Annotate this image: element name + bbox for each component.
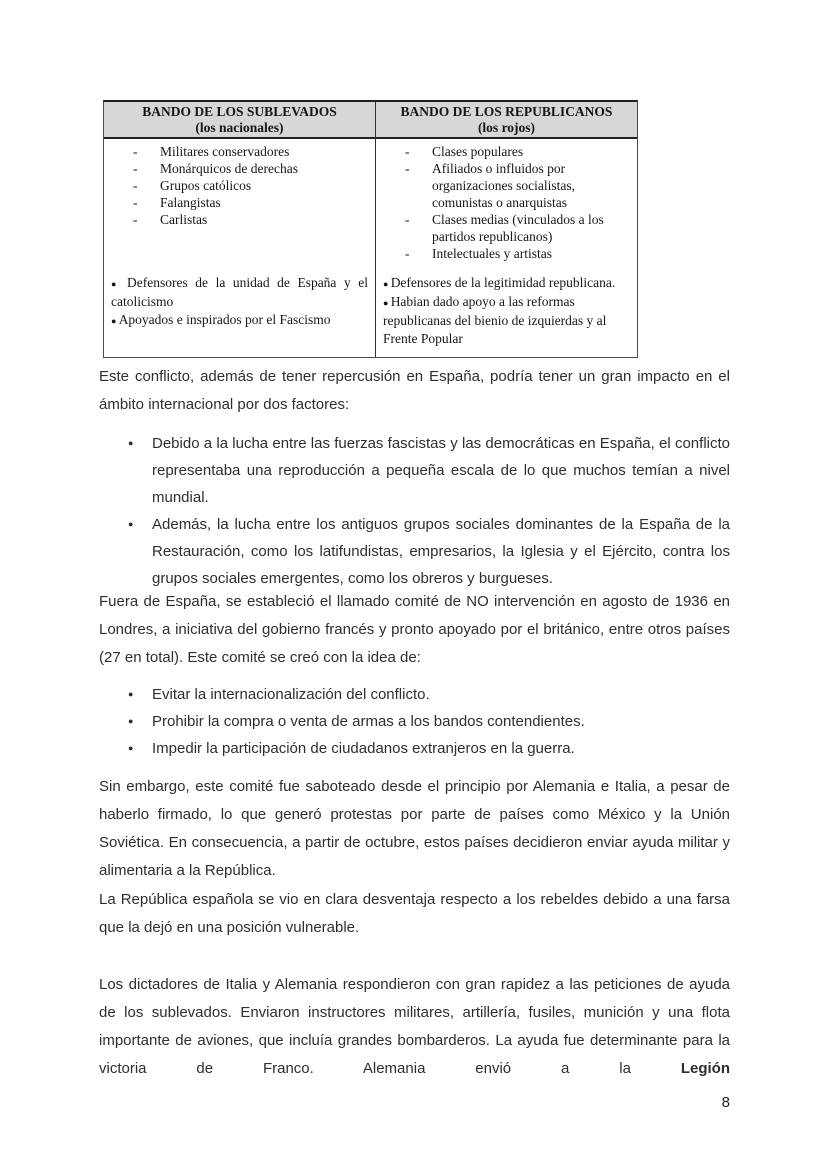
members-list — [104, 139, 375, 274]
bullet-item: ● Impedir la participación de ciudadanos extranjeros en la guerra. — [99, 735, 730, 762]
bullet-item: ● Prohibir la compra o venta de armas a los bandos contendientes. — [99, 708, 730, 735]
bullet-list-factors — [99, 430, 730, 592]
member-item: - Grupos católicos — [104, 177, 375, 194]
paragraph-text: Los dictadores de Italia y Alemania respondieron con gran rapidez a las peticiones de ayuda de los sublevados. Enviaron instructores militares, artillería, fusiles, munición y una flota importante de aviones, que incluía grandes bombarderos. La ayuda fue determinante para la victoria de Franco. Alemania envió a la — [99, 976, 730, 1077]
bullet-item: ● Debido a la lucha entre las fuerzas fascistas y las democráticas en España, el conflicto representaba una reproducción a pequeña escala de lo que muchos temían a nivel mundial. — [99, 430, 730, 511]
note-item: ● Defensores de la unidad de España y el catolicismo — [111, 274, 368, 311]
paragraph-committee-sabotage: Sin embargo, este comité fue saboteado desde el principio por Alemania e Italia, a pesar de haberlo firmado, lo que generó protestas por parte de países como México y la Unión Soviética. En consecuencia, a partir de octubre, estos países decidieron enviar ayuda militar y alimentaria a la República. — [99, 778, 730, 879]
factions-comparison-table — [103, 100, 638, 358]
bullet-item: ● Además, la lucha entre los antiguos grupos sociales dominantes de la España de la Restauración, como los latifundistas, empresarios, la Iglesia y el Ejército, contra los grupos sociales emergentes, como los obreros y burgueses. — [99, 511, 730, 592]
paragraph-dictators-aid — [99, 971, 730, 1083]
table-header-subtitle: (los rojos) — [477, 120, 536, 135]
paragraph-conflict-impact: Este conflicto, además de tener repercusión en España, podría tener un gran impacto en el ámbito internacional por dos factores: — [99, 368, 730, 413]
note-item: ● Apoyados e inspirados por el Fascismo — [111, 311, 368, 330]
member-item: - Afiliados o influidos por organizaciones socialistas, comunistas o anarquistas — [376, 160, 637, 211]
member-item: - Militares conservadores — [104, 143, 375, 160]
table-header-title: BANDO DE LOS REPUBLICANOS — [400, 104, 613, 119]
bullet-item: ● Evitar la internacionalización del conflicto. — [99, 681, 730, 708]
member-item: - Falangistas — [104, 194, 375, 211]
members-list — [376, 139, 637, 274]
table-column-republicanos — [376, 102, 637, 357]
page-number: 8 — [721, 1094, 730, 1111]
member-item: - Carlistas — [104, 211, 375, 228]
notes-list — [104, 274, 375, 357]
table-column-sublevados — [104, 102, 376, 357]
table-header-subtitle: (los nacionales) — [195, 120, 284, 135]
member-item: - Monárquicos de derechas — [104, 160, 375, 177]
member-item: - Clases medias (vinculados a los partidos republicanos) — [376, 211, 637, 245]
table-header-republicanos — [376, 102, 637, 139]
bold-legion-text: Legión — [680, 1060, 730, 1077]
member-item: - Intelectuales y artistas — [376, 245, 637, 262]
paragraph-republic-disadvantage: La República española se vio en clara desventaja respecto a los rebeldes debido a una farsa que la dejó en una posición vulnerable. — [99, 891, 730, 936]
table-header-title: BANDO DE LOS SUBLEVADOS — [142, 104, 337, 119]
note-item: ● Defensores de la legitimidad republicana. — [383, 274, 630, 293]
note-item: ● Habian dado apoyo a las reformas republicanas del bienio de izquierdas y al Frente Popular — [383, 293, 630, 348]
member-item: - Clases populares — [376, 143, 637, 160]
bullet-list-committee-goals — [99, 681, 730, 762]
notes-list — [376, 274, 637, 357]
table-header-sublevados — [104, 102, 375, 139]
paragraph-non-intervention-committee: Fuera de España, se estableció el llamado comité de NO intervención en agosto de 1936 en Londres, a iniciativa del gobierno francés y pronto apoyado por el británico, entre otros países (27 en total). Este comité se creó con la idea de: — [99, 593, 730, 666]
